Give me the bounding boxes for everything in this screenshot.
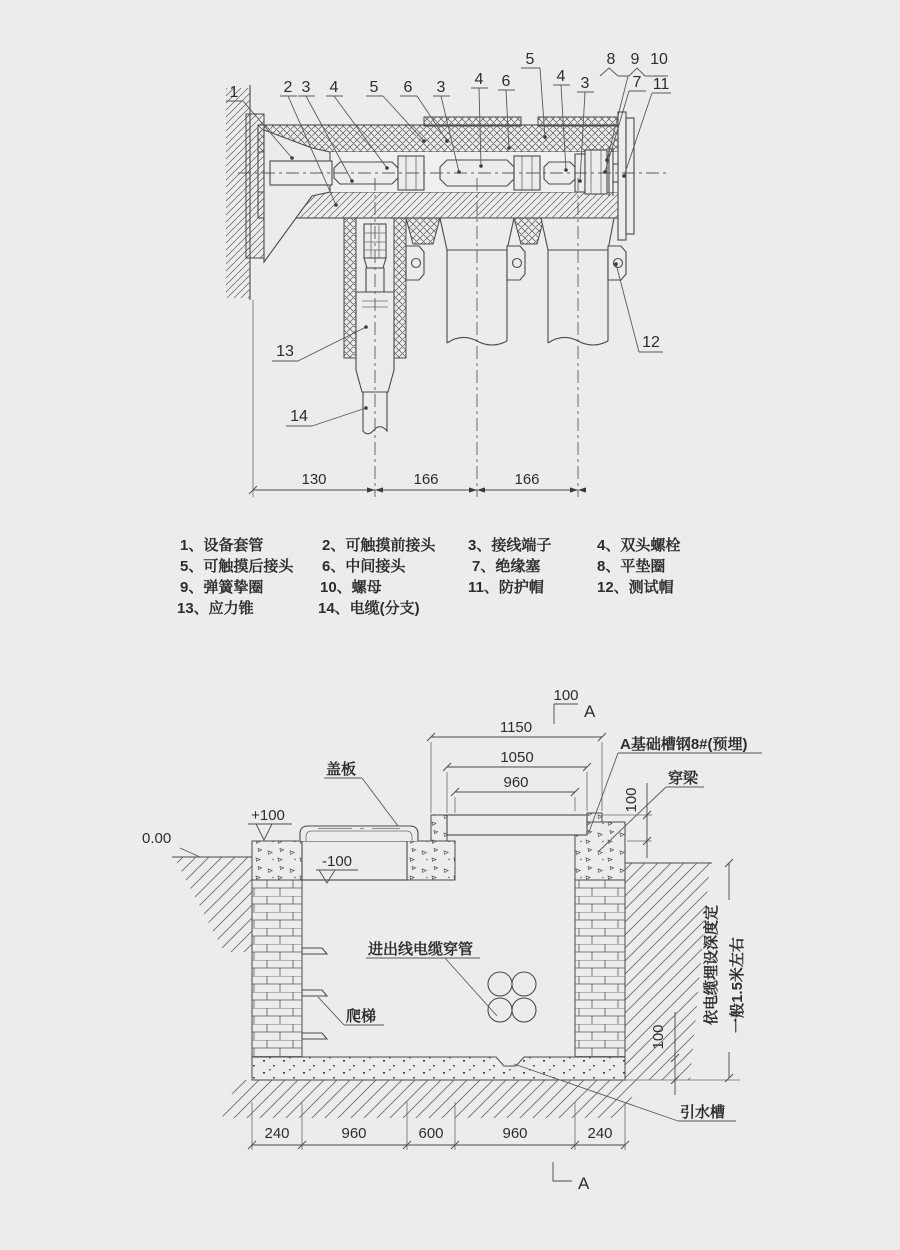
dim-beam-height: 100	[623, 787, 640, 813]
dim-240-right: 240	[587, 1125, 613, 1142]
beam	[447, 815, 587, 835]
legend-item-5: 5、可触摸后接头	[180, 558, 294, 575]
legend-item-9: 9、弹簧挚圈	[180, 579, 264, 596]
level-ground: 0.00	[142, 830, 172, 847]
legend-item-2: 2、可触摸前接头	[322, 537, 436, 554]
callout-8: 8	[606, 51, 616, 68]
level-minus100: -100	[321, 853, 353, 870]
callout-7: 7	[632, 74, 642, 91]
callout-11: 11	[652, 76, 670, 93]
legend-item-1: 1、设备套管	[180, 537, 264, 554]
legend-item-6: 6、中间接头	[322, 558, 406, 575]
callout-1: 1	[229, 84, 239, 101]
legend-item-14: 14、电缆(分支)	[318, 600, 420, 617]
left-pier	[252, 841, 302, 880]
callout-9: 9	[630, 51, 640, 68]
dim-960-right: 960	[502, 1125, 528, 1142]
callout-12: 12	[642, 334, 660, 351]
top-dimensions	[249, 471, 586, 494]
legend-item-8: 8、平垫圈	[597, 558, 666, 575]
callout-5-top: 5	[525, 51, 535, 68]
label-ladder: 爬梯	[346, 1008, 377, 1025]
cable-tee-2	[440, 218, 525, 345]
dim-floor-thickness: 100	[650, 1024, 667, 1050]
floor-slab	[252, 1057, 625, 1080]
legend-item-3: 3、接线端子	[468, 537, 552, 554]
callout-5a: 5	[369, 79, 379, 96]
callout-4b: 4	[474, 71, 484, 88]
dim-130: 130	[301, 471, 327, 488]
label-channel-steel: A基础槽钢8#(预埋)	[620, 736, 748, 753]
cable-tee-3	[541, 218, 626, 345]
callout-3c: 3	[580, 75, 590, 92]
dim-960-left: 960	[341, 1125, 367, 1142]
label-beam: 穿梁	[668, 770, 699, 787]
legend-item-12: 12、测试帽	[597, 579, 674, 596]
right-wall	[575, 880, 625, 1057]
label-conduit: 进出线电缆穿管	[368, 941, 474, 958]
dim-166-b: 166	[514, 471, 540, 488]
cable-tee-1	[344, 218, 424, 434]
dim-240-left: 240	[264, 1125, 290, 1142]
depth-dimension	[702, 859, 746, 1082]
soil-left	[174, 857, 252, 952]
width-dimensions	[427, 719, 606, 813]
middle-pier	[407, 841, 455, 880]
section-top-dim: 100	[553, 687, 579, 704]
parts-legend	[177, 536, 680, 617]
cover-plate	[300, 826, 418, 841]
legend-item-7: 7、绝缘塞	[472, 558, 541, 575]
depth-note-1: 依电缆埋设深度定	[703, 904, 720, 1026]
callout-14: 14	[290, 408, 308, 425]
section-top-label: A	[584, 702, 596, 721]
dim-1050: 1050	[500, 749, 534, 766]
legend-item-10: 10、螺母	[320, 579, 382, 596]
callout-13: 13	[276, 343, 294, 360]
left-wall	[252, 880, 302, 1057]
legend-item-11: 11、防护帽	[468, 579, 544, 596]
callout-10: 10	[650, 51, 668, 68]
recess-slab	[302, 841, 407, 880]
soil-right	[625, 863, 710, 1080]
callout-2: 2	[283, 79, 293, 96]
section-bottom-label: A	[578, 1174, 590, 1193]
legend-item-13: 13、应力锥	[177, 600, 254, 617]
callout-3b: 3	[436, 79, 446, 96]
legend-item-4: 4、双头螺栓	[597, 537, 681, 554]
callout-4c: 4	[556, 68, 566, 85]
label-drain: 引水槽	[680, 1104, 726, 1121]
callout-6b: 6	[501, 73, 511, 90]
depth-note-2: 一般1.5米左右	[729, 937, 746, 1033]
dim-960-top: 960	[503, 774, 529, 791]
connector-assembly-drawing	[226, 51, 671, 497]
bushing-flange	[246, 114, 264, 258]
label-cover-plate: 盖板	[326, 761, 357, 778]
ladder-rungs	[302, 948, 327, 1039]
level-plus100: +100	[251, 807, 285, 824]
dim-1150: 1150	[499, 719, 533, 736]
dim-166-a: 166	[413, 471, 439, 488]
callout-4a: 4	[329, 79, 339, 96]
callout-3a: 3	[301, 79, 311, 96]
cable-trench-section-drawing	[142, 687, 762, 1193]
dim-600: 600	[418, 1125, 444, 1142]
callout-6a: 6	[403, 79, 413, 96]
